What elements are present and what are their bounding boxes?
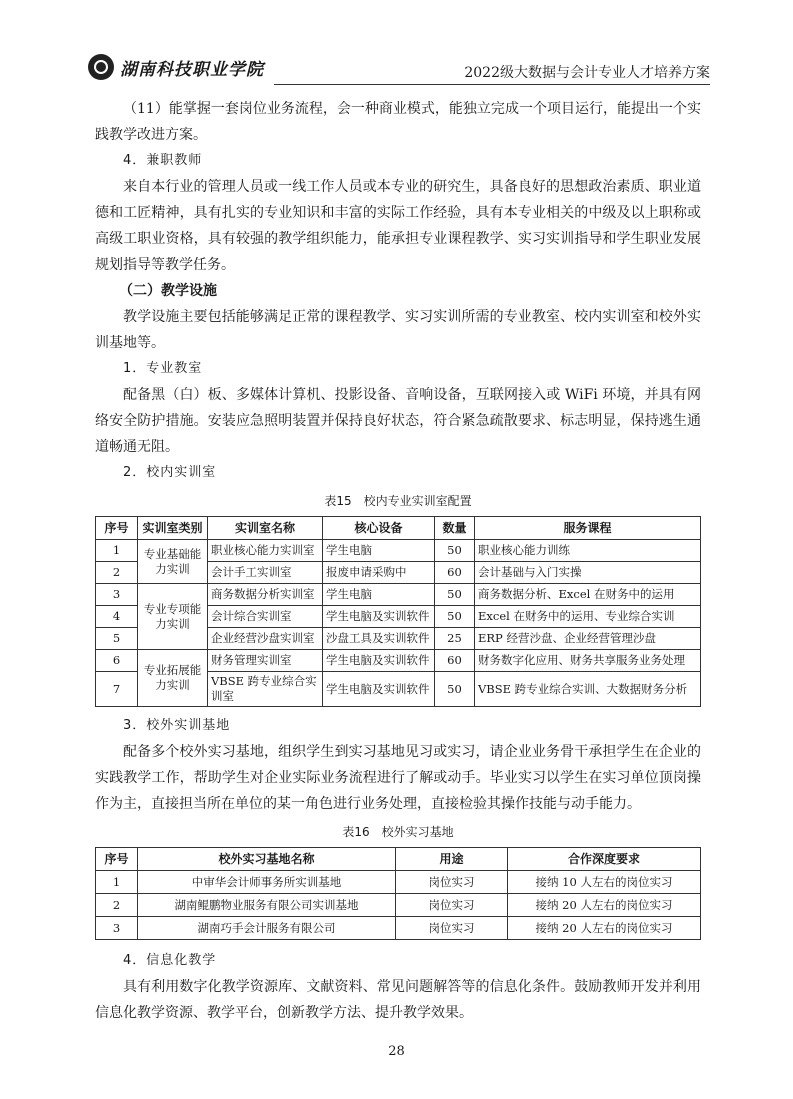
table-cell: 4 <box>96 606 138 628</box>
table-cell: 会计手工实训室 <box>208 562 323 584</box>
document-title: 2022级大数据与会计专业人才培养方案 <box>464 65 710 81</box>
table-row <box>96 871 701 894</box>
section-heading: 3．校外实训基地 <box>123 718 231 733</box>
table-cell: 25 <box>435 628 475 650</box>
table-row <box>96 917 701 940</box>
table-header-row <box>96 848 701 871</box>
table-cell: ERP 经营沙盘、企业经营管理沙盘 <box>475 628 701 650</box>
table-cell: 学生电脑及实训软件 <box>323 650 435 672</box>
column-header: 数量 <box>435 517 475 540</box>
table-cell: 2 <box>96 894 138 917</box>
table-header-row <box>96 517 701 540</box>
table-cell: 接纳 20 人左右的岗位实习 <box>508 894 701 917</box>
table-group-cell: 专业拓展能力实训 <box>138 650 208 707</box>
column-header: 序号 <box>96 517 138 540</box>
paragraph: （11）能掌握一套岗位业务流程，会一种商业模式，能独立完成一个项目运行，能提出一个实践教学改进方案。 <box>95 101 701 143</box>
section-heading: 4．兼职教师 <box>123 153 203 168</box>
table-cell: 岗位实习 <box>396 894 508 917</box>
table-cell: 60 <box>435 562 475 584</box>
table-cell: 1 <box>96 540 138 562</box>
table-cell: 7 <box>96 672 138 707</box>
table-cell: 学生电脑 <box>323 540 435 562</box>
table-cell: 企业经营沙盘实训室 <box>208 628 323 650</box>
paragraph: 配备黑（白）板、多媒体计算机、投影设备、音响设备，互联网接入或 WiFi 环境，并具有网络安全防护措施。安装应急照明装置并保持良好状态，符合紧急疏散要求、标志明显，保持逃生通道畅通无阻。 <box>95 387 701 455</box>
table-row <box>96 894 701 917</box>
table-cell: VBSE 跨专业综合实训、大数据财务分析 <box>475 672 701 707</box>
table-caption: 表15 校内专业实训室配置 <box>324 494 472 508</box>
table-row <box>96 584 701 606</box>
page-header <box>88 54 710 86</box>
table-cell: 5 <box>96 628 138 650</box>
table-cell: 报废申请采购中 <box>323 562 435 584</box>
table-row <box>96 540 701 562</box>
table-cell: 学生电脑及实训软件 <box>323 606 435 628</box>
section-heading: （二）教学设施 <box>119 283 217 299</box>
paragraph: 具有利用数字化教学资源库、文献资料、常见问题解答等的信息化条件。鼓励教师开发并利用信息化教学资源、教学平台，创新教学方法、提升教学效果。 <box>95 979 701 1021</box>
table-cell: 职业核心能力训练 <box>475 540 701 562</box>
column-header: 服务课程 <box>475 517 701 540</box>
external-base-table <box>95 847 701 940</box>
table-cell: 岗位实习 <box>396 871 508 894</box>
table-cell: 2 <box>96 562 138 584</box>
table-cell: 商务数据分析实训室 <box>208 584 323 606</box>
table-cell: 接纳 20 人左右的岗位实习 <box>508 917 701 940</box>
section-heading: 4．信息化教学 <box>123 953 217 968</box>
column-header: 用途 <box>396 848 508 871</box>
table-cell: 财务数字化应用、财务共享服务业务处理 <box>475 650 701 672</box>
section-heading: 2．校内实训室 <box>123 465 217 480</box>
column-header: 核心设备 <box>323 517 435 540</box>
table-cell: 沙盘工具及实训软件 <box>323 628 435 650</box>
table-cell: 商务数据分析、Excel 在财务中的运用 <box>475 584 701 606</box>
table-cell: 学生电脑 <box>323 584 435 606</box>
table-cell: 50 <box>435 540 475 562</box>
table-cell: 6 <box>96 650 138 672</box>
table-cell: 50 <box>435 672 475 707</box>
table-cell: 50 <box>435 606 475 628</box>
paragraph: 来自本行业的管理人员或一线工作人员或本专业的研究生，具备良好的思想政治素质、职业道德和工匠精神，具有扎实的专业知识和丰富的实际工作经验，具有本专业相关的中级及以上职称或高级工职业资格，具有较强的教学组织能力，能承担专业课程教学、实习实训指导和学生职业发展规划指导等教学任务。 <box>95 179 701 273</box>
school-name: 湖南科技职业学院 <box>120 59 264 80</box>
page-body <box>95 96 701 1026</box>
column-header: 合作深度要求 <box>508 848 701 871</box>
page-number: 28 <box>388 1044 405 1059</box>
lab-config-table <box>95 516 701 707</box>
table-cell: 学生电脑及实训软件 <box>323 672 435 707</box>
column-header: 实训室类别 <box>138 517 208 540</box>
table-cell: 财务管理实训室 <box>208 650 323 672</box>
header-rule <box>274 84 710 85</box>
column-header: 序号 <box>96 848 138 871</box>
paragraph: 教学设施主要包括能够满足正常的课程教学、实习实训所需的专业教室、校内实训室和校外实训基地等。 <box>95 309 701 351</box>
table-cell: Excel 在财务中的运用、专业综合实训 <box>475 606 701 628</box>
table-cell: 职业核心能力实训室 <box>208 540 323 562</box>
table-cell: 会计综合实训室 <box>208 606 323 628</box>
table-cell: 湖南鲲鹏物业服务有限公司实训基地 <box>138 894 396 917</box>
table-cell: 3 <box>96 917 138 940</box>
table-cell: 中审华会计师事务所实训基地 <box>138 871 396 894</box>
table-cell: 60 <box>435 650 475 672</box>
table-group-cell: 专业基础能力实训 <box>138 540 208 584</box>
table-cell: VBSE 跨专业综合实训室 <box>208 672 323 707</box>
table-cell: 1 <box>96 871 138 894</box>
paragraph: 配备多个校外实习基地，组织学生到实习基地见习或实习，请企业业务骨干承担学生在企业的实践教学工作，帮助学生对企业实际业务流程进行了解或动手。毕业实习以学生在实习单位顶岗操作为主，直接担当所在单位的某一角色进行业务处理，直接检验其操作技能与动手能力。 <box>95 744 701 812</box>
table-cell: 50 <box>435 584 475 606</box>
section-heading: 1．专业教室 <box>123 361 203 376</box>
table-group-cell: 专业专项能力实训 <box>138 584 208 650</box>
table-cell: 3 <box>96 584 138 606</box>
school-seal-icon <box>88 54 114 80</box>
column-header: 校外实习基地名称 <box>138 848 396 871</box>
table-row <box>96 650 701 672</box>
table-caption: 表16 校外实习基地 <box>342 825 454 839</box>
table-cell: 岗位实习 <box>396 917 508 940</box>
school-logo <box>88 54 264 80</box>
column-header: 实训室名称 <box>208 517 323 540</box>
table-cell: 会计基础与入门实操 <box>475 562 701 584</box>
table-cell: 湖南巧手会计服务有限公司 <box>138 917 396 940</box>
table-cell: 接纳 10 人左右的岗位实习 <box>508 871 701 894</box>
